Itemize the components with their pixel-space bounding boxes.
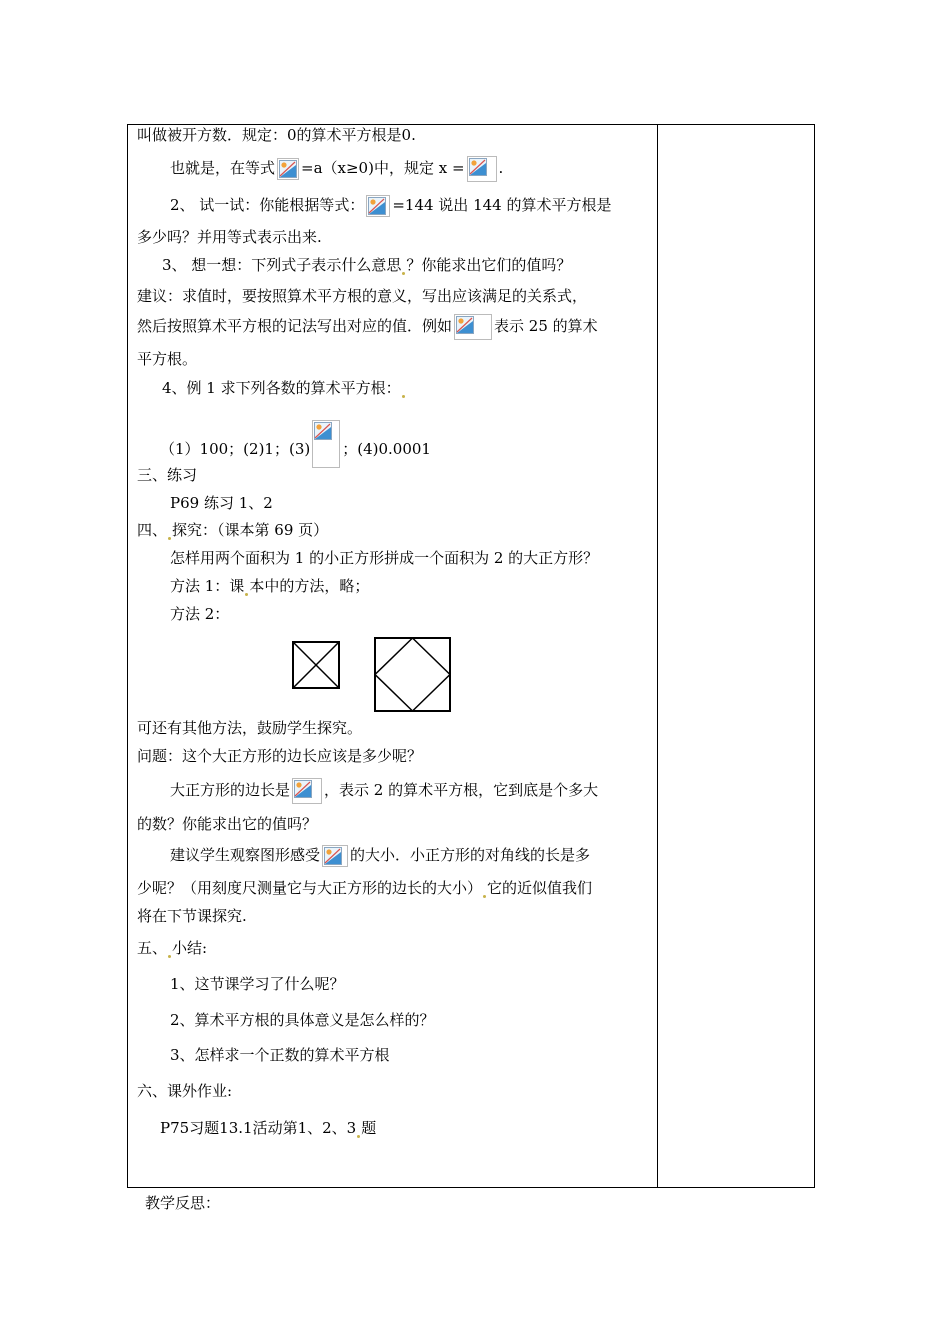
text-line: 也就是，在等式 =a（x≥0)中，规定 x = . xyxy=(170,156,503,182)
text-line: （1）100；(2)1；(3) ；(4)0.0001 xyxy=(160,420,431,468)
text-line: 建议学生观察图形感受 的大小．小正方形的对角线的长是多 xyxy=(170,845,590,867)
text-line: 叫做被开方数．规定：0的算术平方根是0. xyxy=(137,126,416,144)
text-line: 多少吗？并用等式表示出来. xyxy=(137,228,322,246)
text-line: 然后按照算术平方根的记法写出对应的值．例如 表示 25 的算术 xyxy=(137,314,598,340)
marker-dot-icon xyxy=(357,1135,360,1138)
broken-image-icon xyxy=(366,195,390,217)
broken-image-icon xyxy=(467,156,497,182)
table-column-divider xyxy=(657,124,658,1188)
text-line: 平方根。 xyxy=(137,350,198,368)
text-line: 将在下节课探究. xyxy=(137,907,247,925)
marker-dot-icon xyxy=(168,537,171,540)
text-line: 建议：求值时，要按照算术平方根的意义，写出应该满足的关系式， xyxy=(137,287,588,305)
teaching-reflection-label: 教学反思： xyxy=(145,1194,221,1212)
marker-dot-icon xyxy=(245,593,248,596)
square-figure-large xyxy=(373,636,453,714)
text-line: 2、算术平方根的具体意义是怎么样的？ xyxy=(170,1011,435,1029)
text-line: 2、 试一试：你能根据等式： =144 说出 144 的算术平方根是 xyxy=(170,195,611,217)
broken-image-icon xyxy=(292,778,322,804)
broken-image-icon xyxy=(322,845,348,867)
broken-image-icon xyxy=(277,158,299,180)
broken-image-icon xyxy=(312,420,340,468)
text-line: 少呢？（用刻度尺测量它与大正方形的边长的大小） 它的近似值我们 xyxy=(137,879,593,897)
marker-dot-icon xyxy=(483,895,486,898)
text-line: 的数？你能求出它的值吗？ xyxy=(137,815,318,833)
text-line: 3、怎样求一个正数的算术平方根 xyxy=(170,1046,390,1064)
section-heading: 六、课外作业: xyxy=(137,1082,233,1100)
square-figure-small xyxy=(291,640,341,690)
text-line: 大正方形的边长是 ，表示 2 的算术平方根，它到底是个多大 xyxy=(170,778,598,804)
text-line: 3、 想一想：下列式子表示什么意思 ？你能求出它们的值吗？ xyxy=(162,256,572,274)
section-heading: 五、 小结: xyxy=(137,939,208,957)
broken-image-icon xyxy=(454,314,492,340)
text-line: 方法 1：课 本中的方法，略； xyxy=(170,577,370,595)
text-line: 方法 2： xyxy=(170,605,230,623)
marker-dot-icon xyxy=(168,955,171,958)
text-line: 4、例 1 求下列各数的算术平方根： xyxy=(162,378,406,398)
marker-dot-icon xyxy=(402,395,405,398)
section-heading: 四、 探究：（课本第 69 页） xyxy=(137,521,329,539)
text-line: P69 练习 1、2 xyxy=(170,494,273,512)
text-line: 1、这节课学习了什么呢？ xyxy=(170,975,345,993)
text-line: 怎样用两个面积为 1 的小正方形拼成一个面积为 2 的大正方形？ xyxy=(170,549,599,567)
text-line: P75习题13.1活动第1、2、3 题 xyxy=(160,1119,377,1137)
marker-dot-icon xyxy=(402,272,405,275)
text-line: 可还有其他方法，鼓励学生探究。 xyxy=(137,719,363,737)
section-heading: 三、练习 xyxy=(137,466,198,484)
text-line: 问题：这个大正方形的边长应该是多少呢？ xyxy=(137,747,423,765)
